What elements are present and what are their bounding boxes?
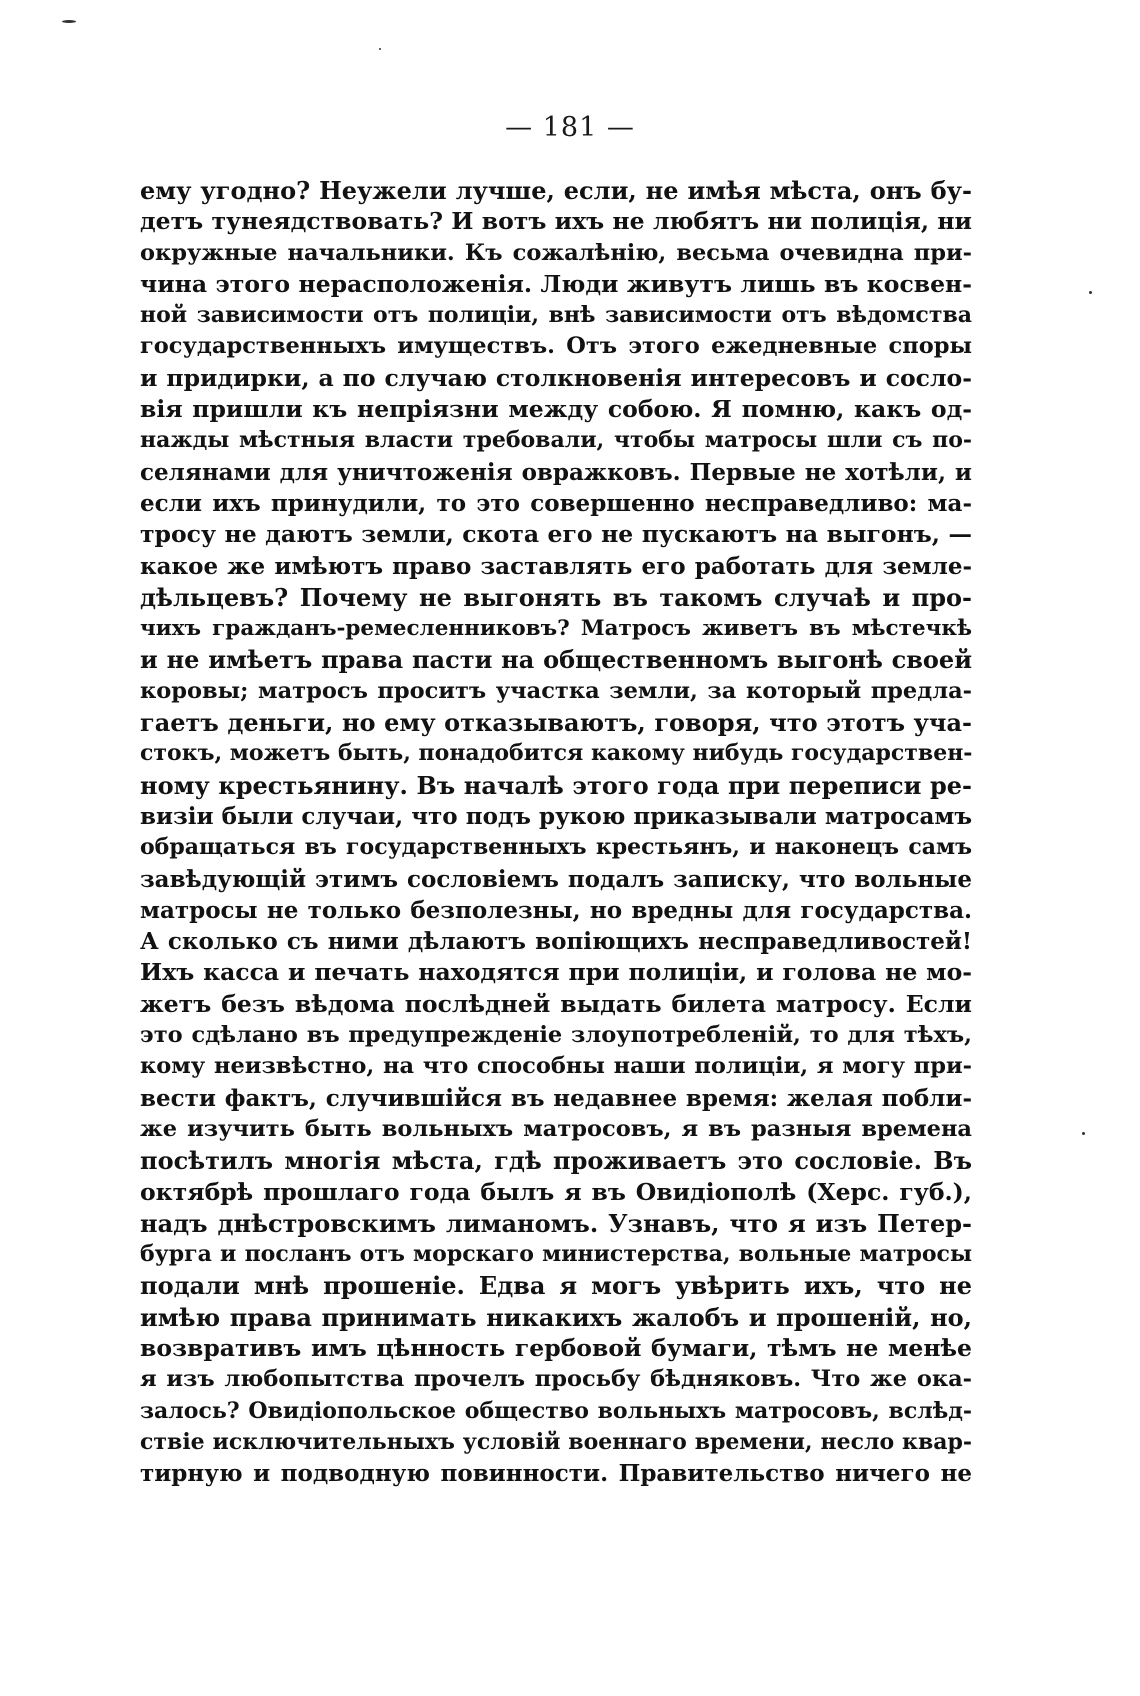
text-line: нажды мѣстныя власти требовали, чтобы матросы шли съ по- — [140, 427, 972, 454]
text-line: ему угодно? Неужели лучше, если, не имѣя мѣста, онъ бу- — [140, 176, 972, 205]
text-line: и не имѣетъ права пасти на общественномъ выгонѣ своей — [140, 645, 972, 675]
text-line: гаетъ деньги, но ему отказываютъ, говоря, что этотъ уча- — [140, 708, 972, 738]
text-line: окружные начальники. Къ сожалѣнію, весьма очевидна при- — [140, 239, 972, 266]
text-line: надъ днѣстровскимъ лиманомъ. Узнавъ, что я изъ Петер- — [140, 1208, 972, 1238]
text-line: визіи были случаи, что подъ рукою приказывали матросамъ — [140, 802, 972, 830]
text-line: вія пришли къ непріязни между собою. Я помню, какъ од- — [140, 395, 972, 424]
scan-speck — [379, 48, 381, 50]
text-line: вести фактъ, случившійся въ недавнее время: желая побли- — [140, 1084, 972, 1112]
text-line: ной зависимости отъ полиціи, внѣ зависимости отъ вѣдомства — [140, 302, 972, 329]
text-line: это сдѣлано въ предупрежденіе злоупотребленій, то для тѣхъ, — [140, 1022, 972, 1049]
text-line: селянами для уничтоженія овражковъ. Первые не хотѣли, и — [140, 458, 972, 486]
text-line: кому неизвѣстно, на что способны наши полиціи, я могу при- — [140, 1053, 972, 1080]
text-line: если ихъ принудили, то это совершенно несправедливо: ма- — [140, 489, 972, 517]
text-line: какое же имѣютъ право заставлять его работать для земле- — [140, 552, 972, 580]
text-line: матросы не только безполезны, но вредны для государства. — [140, 896, 972, 924]
text-line: Ихъ касса и печать находятся при полиціи, и голова не мо- — [140, 958, 972, 987]
text-line: октябрѣ прошлаго года былъ я въ Овидіополѣ (Херс. губ.), — [140, 1177, 972, 1206]
text-line: посѣтилъ многія мѣста, гдѣ проживаетъ это сословіе. Въ — [140, 1146, 972, 1176]
text-line: и придирки, а по случаю столкновенія интересовъ и сосло- — [140, 363, 972, 392]
text-line: стокъ, можетъ быть, понадобится какому нибудь государствен- — [140, 740, 973, 767]
text-line: чина этого нерасположенія. Люди живутъ лишь въ косвен- — [140, 269, 972, 298]
text-line: возвративъ имъ цѣнность гербовой бумаги, тѣмъ не менѣе — [140, 1333, 972, 1362]
text-line: обращаться въ государственныхъ крестьянъ, и наконецъ самъ — [140, 834, 972, 861]
text-line: имѣю права принимать никакихъ жалобъ и прошеній, но, — [140, 1302, 972, 1332]
text-line: подали мнѣ прошеніе. Едва я могъ увѣрить ихъ, что не — [140, 1271, 972, 1301]
scan-speck — [62, 20, 76, 23]
text-line: А сколько съ ними дѣлаютъ вопіющихъ несправедливостей! — [140, 928, 972, 956]
text-line: ствіе исключительныхъ условій военнаго времени, несло квар- — [140, 1428, 972, 1455]
text-line: жетъ безъ вѣдома послѣдней выдать билета матросу. Если — [140, 989, 972, 1018]
scan-speck — [1089, 291, 1092, 294]
text-line: залось? Овидіопольское общество вольныхъ матросовъ, вслѣд- — [140, 1397, 972, 1424]
text-line: государственныхъ имуществъ. Отъ этого ежедневные споры — [140, 333, 972, 360]
text-line: дѣльцевъ? Почему не выгонять въ такомъ случаѣ и про- — [140, 582, 972, 612]
text-line: тирную и подводную повинности. Правительство ничего не — [140, 1460, 972, 1488]
text-line: я изъ любопытства прочелъ просьбу бѣдняковъ. Что же ока- — [140, 1366, 972, 1393]
text-line: коровы; матросъ проситъ участка земли, за который предла- — [140, 677, 972, 704]
text-line: же изучить быть вольныхъ матросовъ, я въ разныя времена — [140, 1115, 972, 1142]
text-line: бурга и посланъ отъ морскаго министерства, вольные матросы — [140, 1241, 972, 1268]
scan-speck — [1082, 1132, 1085, 1135]
text-line: завѣдующій этимъ сословіемъ подалъ записку, что вольные — [140, 865, 972, 893]
page-number: — 181 — — [505, 112, 635, 143]
body-text — [140, 175, 972, 1489]
text-line: чихъ гражданъ-ремесленниковъ? Матросъ живетъ въ мѣстечкѣ — [140, 616, 972, 642]
text-line: детъ тунеядствовать? И вотъ ихъ не любятъ ни полиція, ни — [140, 207, 972, 236]
text-line: тросу не даютъ земли, скота его не пускаютъ на выгонъ, — — [140, 520, 972, 549]
text-line: ному крестьянину. Въ началѣ этого года при переписи ре- — [140, 770, 972, 800]
